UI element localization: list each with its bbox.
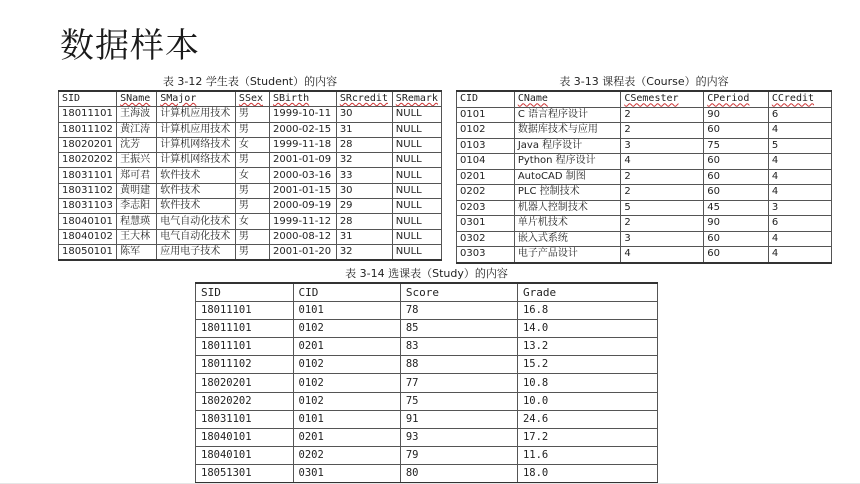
course-cell: 0201 bbox=[457, 169, 515, 185]
course-cell: 4 bbox=[768, 154, 831, 170]
study-table-row bbox=[196, 410, 658, 428]
course-col-header: CName bbox=[514, 91, 621, 107]
study-cell: 13.2 bbox=[517, 338, 657, 356]
study-cell: 17.2 bbox=[517, 428, 657, 446]
study-cell: 18011101 bbox=[196, 320, 294, 338]
student-cell: 男 bbox=[235, 107, 269, 122]
course-cell: 0203 bbox=[457, 200, 515, 216]
student-cell: 18031102 bbox=[59, 183, 117, 198]
study-cell: 77 bbox=[400, 374, 517, 392]
course-table-row bbox=[457, 231, 832, 247]
study-cell: 0102 bbox=[293, 374, 400, 392]
course-cell: 6 bbox=[768, 107, 831, 123]
student-table-row bbox=[59, 153, 442, 168]
student-cell: 女 bbox=[235, 214, 269, 229]
course-cell: 数据库技术与应用 bbox=[514, 123, 621, 139]
study-cell: 0201 bbox=[293, 428, 400, 446]
course-table-row bbox=[457, 169, 832, 185]
student-cell: 软件技术 bbox=[157, 199, 236, 214]
course-cell: 0103 bbox=[457, 138, 515, 154]
course-table-row bbox=[457, 138, 832, 154]
study-table-header-row bbox=[196, 283, 658, 302]
student-cell: 应用电子技术 bbox=[157, 244, 236, 260]
student-cell: 18040101 bbox=[59, 214, 117, 229]
study-cell: 0102 bbox=[293, 356, 400, 374]
course-table-row bbox=[457, 247, 832, 263]
student-cell: NULL bbox=[392, 183, 441, 198]
study-cell: 0301 bbox=[293, 464, 400, 483]
student-cell: 电气自动化技术 bbox=[157, 229, 236, 244]
student-table-row bbox=[59, 168, 442, 183]
study-cell: 0101 bbox=[293, 302, 400, 320]
student-cell: NULL bbox=[392, 244, 441, 260]
course-cell: 0301 bbox=[457, 216, 515, 232]
course-cell: 0303 bbox=[457, 247, 515, 263]
student-cell: 28 bbox=[336, 214, 392, 229]
study-cell: 91 bbox=[400, 410, 517, 428]
student-table-row bbox=[59, 229, 442, 244]
student-col-header: SRcredit bbox=[336, 91, 392, 107]
student-cell: 18040102 bbox=[59, 229, 117, 244]
study-cell: 79 bbox=[400, 446, 517, 464]
student-table-row bbox=[59, 122, 442, 137]
student-cell: 2000-02-15 bbox=[270, 122, 337, 137]
course-cell: 2 bbox=[621, 107, 704, 123]
course-cell: 60 bbox=[704, 231, 769, 247]
student-cell: 1999-11-12 bbox=[270, 214, 337, 229]
student-cell: 男 bbox=[235, 153, 269, 168]
study-cell: 18040101 bbox=[196, 428, 294, 446]
study-cell: 18051301 bbox=[196, 464, 294, 483]
study-cell: 18011101 bbox=[196, 338, 294, 356]
study-cell: 18020202 bbox=[196, 392, 294, 410]
student-cell: 1999-10-11 bbox=[270, 107, 337, 122]
course-cell: 60 bbox=[704, 247, 769, 263]
course-cell: 2 bbox=[621, 123, 704, 139]
study-table-row bbox=[196, 320, 658, 338]
student-col-header: SBirth bbox=[270, 91, 337, 107]
study-cell: 11.6 bbox=[517, 446, 657, 464]
study-col-header: CID bbox=[293, 283, 400, 302]
course-cell: AutoCAD 制图 bbox=[514, 169, 621, 185]
study-cell: 78 bbox=[400, 302, 517, 320]
student-cell: 2001-01-20 bbox=[270, 244, 337, 260]
course-cell: 6 bbox=[768, 216, 831, 232]
study-cell: 0201 bbox=[293, 338, 400, 356]
student-cell: 31 bbox=[336, 122, 392, 137]
study-cell: 15.2 bbox=[517, 356, 657, 374]
study-col-header: SID bbox=[196, 283, 294, 302]
student-col-header: SID bbox=[59, 91, 117, 107]
student-cell: 18031101 bbox=[59, 168, 117, 183]
student-cell: 30 bbox=[336, 183, 392, 198]
study-cell: 18011101 bbox=[196, 302, 294, 320]
student-table-row bbox=[59, 137, 442, 152]
course-table-row bbox=[457, 107, 832, 123]
page-title: 数据样本 bbox=[60, 26, 200, 66]
course-col-header: CID bbox=[457, 91, 515, 107]
course-col-header: CSemester bbox=[621, 91, 704, 107]
study-table-row bbox=[196, 302, 658, 320]
study-cell: 10.8 bbox=[517, 374, 657, 392]
study-cell: 18040101 bbox=[196, 446, 294, 464]
course-cell: Java 程序设计 bbox=[514, 138, 621, 154]
student-table bbox=[58, 90, 442, 261]
course-cell: 75 bbox=[704, 138, 769, 154]
study-cell: 85 bbox=[400, 320, 517, 338]
course-col-header: CPeriod bbox=[704, 91, 769, 107]
course-table-row bbox=[457, 185, 832, 201]
course-cell: 45 bbox=[704, 200, 769, 216]
study-table-row bbox=[196, 392, 658, 410]
student-col-header: SMajor bbox=[157, 91, 236, 107]
student-table-row bbox=[59, 107, 442, 122]
study-table-row bbox=[196, 428, 658, 446]
student-cell: 18050101 bbox=[59, 244, 117, 260]
student-cell: 沈芳 bbox=[117, 137, 157, 152]
student-cell: 32 bbox=[336, 244, 392, 260]
student-cell: 李志阳 bbox=[117, 199, 157, 214]
study-col-header: Grade bbox=[517, 283, 657, 302]
student-cell: 计算机网络技术 bbox=[157, 153, 236, 168]
course-cell: 4 bbox=[768, 231, 831, 247]
student-table-row bbox=[59, 199, 442, 214]
student-cell: 王海波 bbox=[117, 107, 157, 122]
course-cell: 3 bbox=[768, 200, 831, 216]
study-cell: 93 bbox=[400, 428, 517, 446]
student-cell: 男 bbox=[235, 229, 269, 244]
student-col-header: SName bbox=[117, 91, 157, 107]
student-cell: 30 bbox=[336, 107, 392, 122]
course-cell: 单片机技术 bbox=[514, 216, 621, 232]
student-cell: NULL bbox=[392, 199, 441, 214]
student-cell: 陈军 bbox=[117, 244, 157, 260]
student-cell: 2001-01-09 bbox=[270, 153, 337, 168]
student-cell: 18020201 bbox=[59, 137, 117, 152]
course-table-row bbox=[457, 154, 832, 170]
course-table-row bbox=[457, 200, 832, 216]
student-cell: 18011102 bbox=[59, 122, 117, 137]
student-cell: 32 bbox=[336, 153, 392, 168]
study-table-row bbox=[196, 356, 658, 374]
course-cell: 机器人控制技术 bbox=[514, 200, 621, 216]
course-cell: 3 bbox=[621, 231, 704, 247]
study-table bbox=[195, 282, 658, 484]
student-table-header-row bbox=[59, 91, 442, 107]
study-cell: 24.6 bbox=[517, 410, 657, 428]
course-cell: 5 bbox=[621, 200, 704, 216]
student-cell: 2000-08-12 bbox=[270, 229, 337, 244]
student-col-header: SSex bbox=[235, 91, 269, 107]
study-cell: 18.0 bbox=[517, 464, 657, 483]
student-cell: 29 bbox=[336, 199, 392, 214]
student-cell: 黄江涛 bbox=[117, 122, 157, 137]
course-cell: 60 bbox=[704, 154, 769, 170]
student-cell: 郑可君 bbox=[117, 168, 157, 183]
student-cell: 王大林 bbox=[117, 229, 157, 244]
study-cell: 0202 bbox=[293, 446, 400, 464]
student-cell: 31 bbox=[336, 229, 392, 244]
course-table-caption: 表 3-13 课程表（Course）的内容 bbox=[559, 75, 729, 88]
course-cell: 2 bbox=[621, 216, 704, 232]
course-cell: 4 bbox=[768, 247, 831, 263]
study-cell: 18031101 bbox=[196, 410, 294, 428]
student-cell: NULL bbox=[392, 153, 441, 168]
study-table-row bbox=[196, 338, 658, 356]
course-cell: 4 bbox=[768, 169, 831, 185]
study-cell: 83 bbox=[400, 338, 517, 356]
course-cell: 0202 bbox=[457, 185, 515, 201]
student-cell: 电气自动化技术 bbox=[157, 214, 236, 229]
student-cell: 软件技术 bbox=[157, 183, 236, 198]
course-table bbox=[456, 90, 832, 264]
course-table-row bbox=[457, 216, 832, 232]
study-cell: 16.8 bbox=[517, 302, 657, 320]
course-cell: 4 bbox=[621, 154, 704, 170]
student-cell: NULL bbox=[392, 122, 441, 137]
study-cell: 18020201 bbox=[196, 374, 294, 392]
student-cell: NULL bbox=[392, 214, 441, 229]
course-cell: 4 bbox=[768, 185, 831, 201]
student-cell: 黄明建 bbox=[117, 183, 157, 198]
study-cell: 14.0 bbox=[517, 320, 657, 338]
course-cell: 60 bbox=[704, 123, 769, 139]
student-cell: 18031103 bbox=[59, 199, 117, 214]
study-cell: 75 bbox=[400, 392, 517, 410]
study-cell: 0101 bbox=[293, 410, 400, 428]
course-cell: 4 bbox=[768, 123, 831, 139]
student-cell: 计算机网络技术 bbox=[157, 137, 236, 152]
study-cell: 0102 bbox=[293, 320, 400, 338]
course-cell: PLC 控制技术 bbox=[514, 185, 621, 201]
student-cell: 男 bbox=[235, 183, 269, 198]
course-cell: Python 程序设计 bbox=[514, 154, 621, 170]
course-cell: 5 bbox=[768, 138, 831, 154]
course-col-header: CCredit bbox=[768, 91, 831, 107]
study-table-row bbox=[196, 464, 658, 483]
course-cell: 4 bbox=[621, 247, 704, 263]
course-cell: 3 bbox=[621, 138, 704, 154]
student-cell: 男 bbox=[235, 122, 269, 137]
student-cell: 18020202 bbox=[59, 153, 117, 168]
study-col-header: Score bbox=[400, 283, 517, 302]
course-cell: 90 bbox=[704, 107, 769, 123]
student-cell: 男 bbox=[235, 199, 269, 214]
course-cell: C 语言程序设计 bbox=[514, 107, 621, 123]
course-table-row bbox=[457, 123, 832, 139]
student-cell: NULL bbox=[392, 168, 441, 183]
student-cell: 程慧瑛 bbox=[117, 214, 157, 229]
student-cell: NULL bbox=[392, 137, 441, 152]
study-table-caption: 表 3-14 选课表（Study）的内容 bbox=[345, 267, 508, 280]
course-table-header-row bbox=[457, 91, 832, 107]
student-cell: 女 bbox=[235, 168, 269, 183]
course-cell: 嵌入式系统 bbox=[514, 231, 621, 247]
student-cell: 王振兴 bbox=[117, 153, 157, 168]
student-cell: NULL bbox=[392, 229, 441, 244]
student-cell: 28 bbox=[336, 137, 392, 152]
study-cell: 80 bbox=[400, 464, 517, 483]
student-cell: 1999-11-18 bbox=[270, 137, 337, 152]
study-cell: 10.0 bbox=[517, 392, 657, 410]
course-cell: 0302 bbox=[457, 231, 515, 247]
student-table-row bbox=[59, 183, 442, 198]
student-cell: 33 bbox=[336, 168, 392, 183]
student-col-header: SRemark bbox=[392, 91, 441, 107]
course-cell: 60 bbox=[704, 169, 769, 185]
student-cell: NULL bbox=[392, 107, 441, 122]
course-cell: 2 bbox=[621, 169, 704, 185]
course-cell: 0102 bbox=[457, 123, 515, 139]
study-cell: 88 bbox=[400, 356, 517, 374]
student-cell: 计算机应用技术 bbox=[157, 107, 236, 122]
student-cell: 2000-03-16 bbox=[270, 168, 337, 183]
student-cell: 2001-01-15 bbox=[270, 183, 337, 198]
course-cell: 2 bbox=[621, 185, 704, 201]
study-table-row bbox=[196, 374, 658, 392]
course-cell: 电子产品设计 bbox=[514, 247, 621, 263]
study-table-row bbox=[196, 446, 658, 464]
student-cell: 软件技术 bbox=[157, 168, 236, 183]
student-table-row bbox=[59, 244, 442, 260]
course-cell: 0104 bbox=[457, 154, 515, 170]
student-cell: 女 bbox=[235, 137, 269, 152]
student-cell: 2000-09-19 bbox=[270, 199, 337, 214]
course-cell: 90 bbox=[704, 216, 769, 232]
course-cell: 0101 bbox=[457, 107, 515, 123]
student-cell: 18011101 bbox=[59, 107, 117, 122]
student-cell: 男 bbox=[235, 244, 269, 260]
study-cell: 0102 bbox=[293, 392, 400, 410]
study-cell: 18011102 bbox=[196, 356, 294, 374]
course-cell: 60 bbox=[704, 185, 769, 201]
student-cell: 计算机应用技术 bbox=[157, 122, 236, 137]
student-table-caption: 表 3-12 学生表（Student）的内容 bbox=[162, 75, 338, 88]
student-table-row bbox=[59, 214, 442, 229]
